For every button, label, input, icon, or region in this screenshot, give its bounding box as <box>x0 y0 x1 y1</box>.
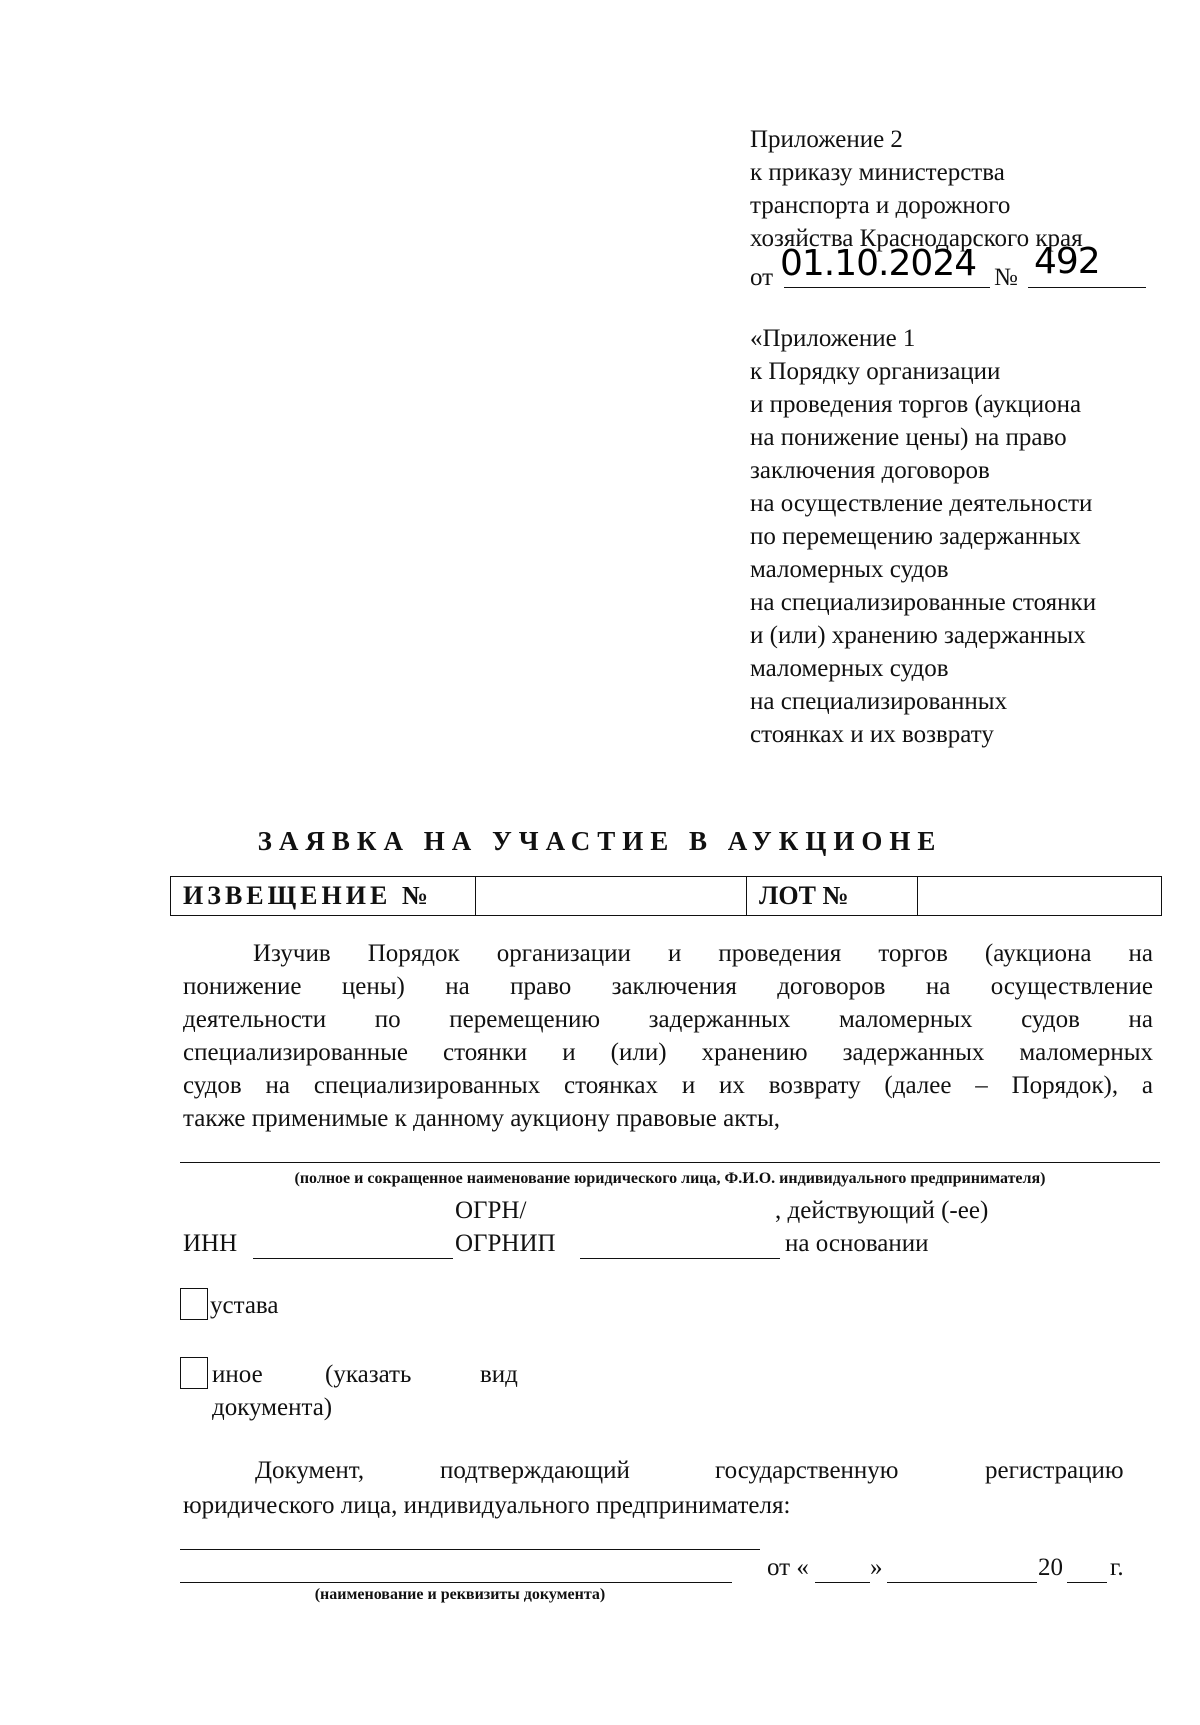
header-line: и проведения торгов (аукциона <box>750 391 1082 418</box>
notice-lot-table <box>170 876 1162 916</box>
lot-number-field[interactable] <box>918 877 1162 916</box>
header-line: транспорта и дорожного <box>750 192 1011 219</box>
ogrnip-label: ОГРНИП <box>455 1230 556 1257</box>
header-line: на понижение цены) на право <box>750 424 1067 451</box>
order-number-sign: № <box>994 264 1018 291</box>
basis-label: на основании <box>785 1230 929 1257</box>
ogrn-label: ОГРН/ <box>455 1197 527 1224</box>
full-name-line[interactable] <box>180 1162 1160 1163</box>
order-date-number-line <box>750 241 1100 291</box>
header-line: стоянках и их возврату <box>750 721 994 748</box>
date-quote-close: » <box>870 1554 883 1581</box>
order-date-handwritten: 01.10.2024 <box>780 243 977 284</box>
appendix-2-header <box>750 123 1100 291</box>
order-from-prefix: от <box>750 264 774 291</box>
date-year-field[interactable] <box>1067 1582 1107 1583</box>
doc-word: государственную <box>715 1457 899 1484</box>
header-line: на специализированные стоянки <box>750 589 1097 616</box>
acting-label: , действующий (-ее) <box>775 1197 989 1224</box>
notice-label: ИЗВЕЩЕНИЕ № <box>171 877 476 916</box>
date-from-label: от « <box>767 1554 809 1581</box>
ogrn-field[interactable] <box>580 1258 780 1259</box>
inn-label: ИНН <box>183 1230 238 1257</box>
charter-checkbox[interactable] <box>180 1288 208 1320</box>
other-option-word: иное <box>212 1361 263 1388</box>
header-line: к Порядку организации <box>750 358 1001 385</box>
document-caption: (наименование и реквизиты документа) <box>314 1586 606 1603</box>
charter-label: устава <box>210 1292 279 1319</box>
document-name-line-1[interactable] <box>180 1549 760 1550</box>
intro-paragraph <box>183 937 1153 1135</box>
lot-label: ЛОТ № <box>747 877 918 916</box>
paragraph-line: специализированные стоянки и (или) хранению задержанных маломерных <box>183 1039 1153 1066</box>
document-name-line-2[interactable] <box>180 1582 732 1583</box>
other-option-word: (указать <box>325 1361 412 1388</box>
doc-word: Документ, <box>255 1457 365 1484</box>
date-month-field[interactable] <box>887 1582 1037 1583</box>
other-document-checkbox[interactable] <box>180 1357 208 1389</box>
order-number-handwritten: 492 <box>1034 241 1100 282</box>
appendix-1-header <box>750 322 1096 751</box>
header-line: и (или) хранению задержанных <box>750 622 1086 649</box>
header-line: хозяйства Краснодарского края <box>750 225 1083 252</box>
paragraph-line: Изучив Порядок организации и проведения торгов (аукциона на <box>253 940 1153 967</box>
header-line: Приложение 2 <box>750 126 903 153</box>
inn-field[interactable] <box>253 1258 453 1259</box>
paragraph-line: деятельности по перемещению задержанных маломерных судов на <box>183 1006 1153 1033</box>
date-day-field[interactable] <box>815 1582 870 1583</box>
header-line: на осуществление деятельности <box>750 490 1093 517</box>
header-line: «Приложение 1 <box>750 325 916 352</box>
doc-word: регистрацию <box>985 1457 1124 1484</box>
doc-line-2: юридического лица, индивидуального предпринимателя: <box>183 1492 791 1519</box>
doc-word: подтверждающий <box>440 1457 630 1484</box>
header-line: на специализированных <box>750 688 1008 715</box>
paragraph-line: понижение цены) на право заключения договоров на осуществление <box>183 973 1153 1000</box>
header-line: по перемещению задержанных <box>750 523 1081 550</box>
paragraph-line: судов на специализированных стоянках и их возврату (далее – Порядок), а <box>183 1072 1153 1099</box>
header-line: маломерных судов <box>750 556 949 583</box>
other-option-continuation: документа) <box>212 1394 333 1421</box>
header-line: к приказу министерства <box>750 159 1005 186</box>
other-option-word: вид <box>480 1361 518 1388</box>
form-title: ЗАЯВКА НА УЧАСТИЕ В АУКЦИОНЕ <box>257 826 943 856</box>
notice-number-field[interactable] <box>476 877 747 916</box>
header-line: заключения договоров <box>750 457 990 484</box>
paragraph-line: также применимые к данному аукциону правовые акты, <box>183 1105 781 1132</box>
full-name-caption: (полное и сокращенное наименование юридического лица, Ф.И.О. индивидуального предпринимателя) <box>294 1170 1046 1187</box>
year-suffix: г. <box>1110 1554 1124 1581</box>
year-prefix: 20 <box>1038 1554 1063 1581</box>
header-line: маломерных судов <box>750 655 949 682</box>
